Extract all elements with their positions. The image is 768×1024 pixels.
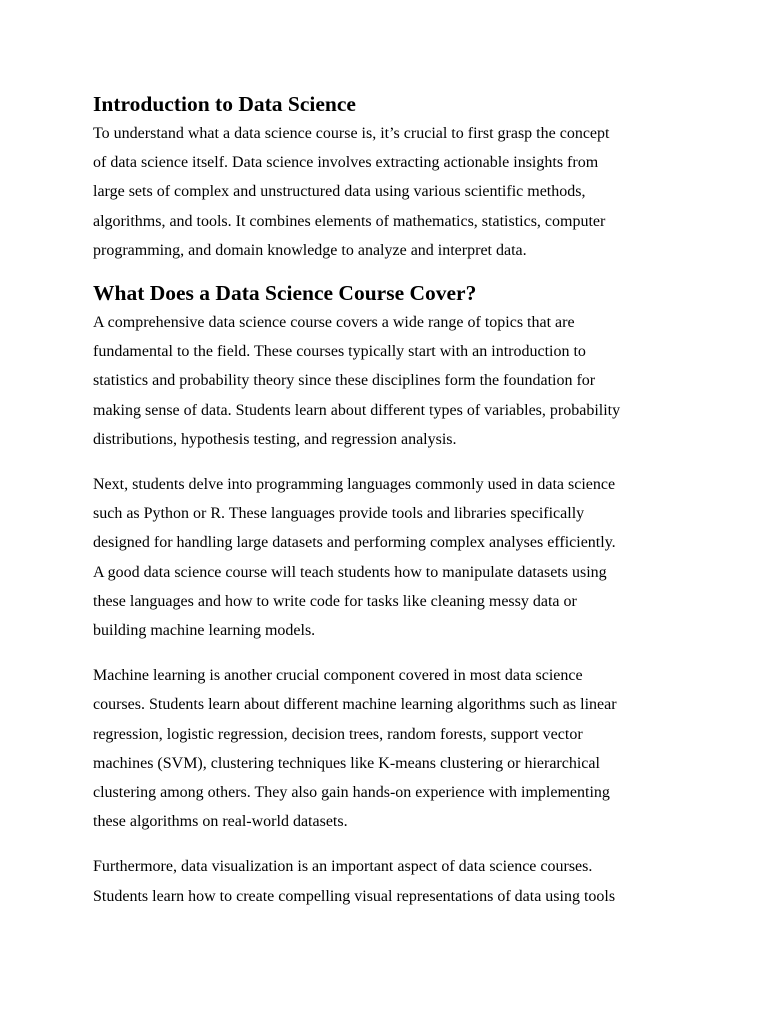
paragraph (93, 119, 683, 265)
text-line: machines (SVM), clustering techniques like K-means clustering or hierarchical (93, 754, 600, 772)
text-line: such as Python or R. These languages provide tools and libraries specifically (93, 505, 585, 523)
paragraph (93, 852, 683, 910)
text-line: designed for handling large datasets and performing complex analyses efficiently. (93, 534, 616, 552)
text-line: Machine learning is another crucial component covered in most data science (93, 667, 583, 685)
text-line: making sense of data. Students learn about different types of variables, probability (93, 401, 621, 419)
text-line: regression, logistic regression, decision trees, random forests, support vector (93, 725, 583, 743)
text-line: these algorithms on real-world datasets. (93, 813, 348, 831)
paragraph (93, 470, 683, 645)
text-line: large sets of complex and unstructured data using various scientific methods, (93, 183, 586, 201)
section-heading-introduction: Introduction to Data Science (93, 92, 356, 116)
text-line: clustering among others. They also gain hands-on experience with implementing (93, 784, 610, 802)
text-line: statistics and probability theory since these disciplines form the foundation for (93, 372, 596, 390)
text-line: algorithms, and tools. It combines elements of mathematics, statistics, computer (93, 212, 606, 230)
text-line: of data science itself. Data science involves extracting actionable insights from (93, 154, 599, 172)
text-line: these languages and how to write code for tasks like cleaning messy data or (93, 592, 577, 610)
text-line: building machine learning models. (93, 622, 316, 640)
text-line: Students learn how to create compelling visual representations of data using tools (93, 887, 616, 905)
text-line: distributions, hypothesis testing, and regression analysis. (93, 430, 457, 448)
paragraph (93, 308, 683, 454)
text-line: To understand what a data science course is, it’s crucial to first grasp the concept (93, 125, 610, 142)
text-line: fundamental to the field. These courses typically start with an introduction to (93, 343, 586, 361)
paragraph (93, 661, 683, 836)
text-line: A comprehensive data science course covers a wide range of topics that are (93, 314, 575, 332)
text-line: courses. Students learn about different machine learning algorithms such as linear (93, 696, 617, 714)
text-line: A good data science course will teach students how to manipulate datasets using (93, 563, 607, 581)
section-heading-course-cover: What Does a Data Science Course Cover? (93, 281, 477, 306)
text-line: Next, students delve into programming languages commonly used in data science (93, 476, 616, 494)
document-body (93, 89, 683, 911)
text-line: programming, and domain knowledge to analyze and interpret data. (93, 241, 527, 259)
text-line: Furthermore, data visualization is an important aspect of data science courses. (93, 858, 593, 876)
